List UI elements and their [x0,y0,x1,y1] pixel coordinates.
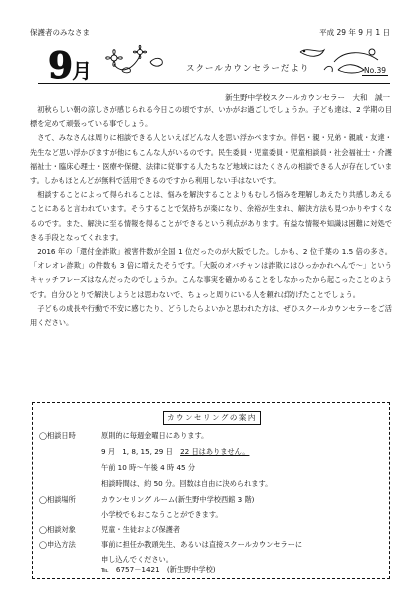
place-row [39,495,254,505]
issue-date: 平成 29 年 9 月 1 日 [319,28,390,37]
target-row [39,525,180,535]
dates-row [101,447,249,457]
place-note: 小学校でもおこなうことができます。 [101,510,223,519]
apply-label: ◯申込方法 [39,540,76,549]
month-kanji: 月 [72,59,92,83]
addressee: 保護者のみなさま [30,28,90,37]
datetime-row [39,431,208,441]
duration-row: 相談時間は、約 50 分。回数は自由に決められます。 [101,479,273,488]
author-line: 新生野中学校スクールカウンセラー 大和 誠一 [225,93,390,102]
apply-row [39,540,302,550]
paragraph: 2016 年の「還付金詐欺」被害件数が全国 1 位だったのが大阪でした。しかも、2 位千葉の 1.5 倍の多さ。「オレオレ詐欺」の件数も 3 倍に増えたそうです。「大阪のオバチャンは詐欺にはひっかかれへんで～」というキャッチフレーズはなんだったのでしょうか。こんな事実を確かめることをしなかったから起こったことのようです。自分ひとりで解決しようとは思わないで、ちょっと周りにいる人を頼れば防げたことでしょう。 [30,247,392,299]
phone-line: ℡ 6757－1421 (新生野中学校) [101,565,216,574]
masthead [38,42,390,90]
dates-text: 9 月 1, 8, 15, 29 日 [101,447,173,456]
apply-continuation: 申し込んでください。 [101,555,173,564]
datetime-text: 原則的に毎週金曜日にあります。 [101,431,209,440]
paragraph: 相談することによって得られることは、悩みを解決することよりもむしろ悩みを理解しあえたり共感しあえることにあると言われています。そうすることで気持ちが楽になり、余裕が生まれ、解決方法も見つかりやすくなるのです。また、解決に至る情報を得ることができるという利点があります。有益な情報や知識は困難に対処できる手段となってくれます。 [30,190,392,242]
place-text: カウンセリング ルーム(新生野中学校西館 3 階) [101,495,255,504]
paragraph: 子どもの成長や行動で不安に感じたり、どうしたらよいかと思われた方は、ぜひスクールカウンセラーをご活用ください。 [30,303,392,328]
paragraph: さて、みなさんは周りに相談できる人といえばどんな人を思い浮かべますか。伴侶・親・兄弟・親戚・友達・先生など思い浮かびますが他にもこんな人がいるのです。民生委員・児童委員・児童相談員・社会福祉士・介護福祉士・臨床心理士・医療や保健、法律に従事する人たちなど地域にはたくさんの相談できる人が存在しています。しかもほとんどが無料で活用できるのですから利用しない手はないです。 [30,133,392,186]
guide-title: カウンセリングの案内 [163,411,261,425]
place-label: ◯相談場所 [39,495,76,504]
issue-number: No.39 [364,66,386,75]
paragraph: 初秋らしい朝の涼しさが感じられる今日この頃ですが、いかがお過ごしでしょうか。子ども達は、2 学期の目標を定めて頑張っている事でしょう。 [30,105,392,129]
apply-text: 事前に担任か教頭先生、あるいは直接スクールカウンセラーに [101,540,303,549]
hours-row: 午前 10 時～午後 4 時 45 分 [101,463,196,472]
target-label: ◯相談対象 [39,525,76,534]
body-text [30,103,392,330]
dates-note: 22 日はありません。 [180,447,250,456]
masthead-divider [38,83,390,84]
newsletter-title: スクールカウンセラーだより [186,64,310,74]
target-text: 児童・生徒および保護者 [101,525,181,534]
counseling-guide-box [32,402,390,579]
month-number: 9 [48,45,73,87]
month-badge [48,46,106,86]
flower-illustration [100,42,180,82]
datetime-label: ◯相談日時 [39,431,76,440]
